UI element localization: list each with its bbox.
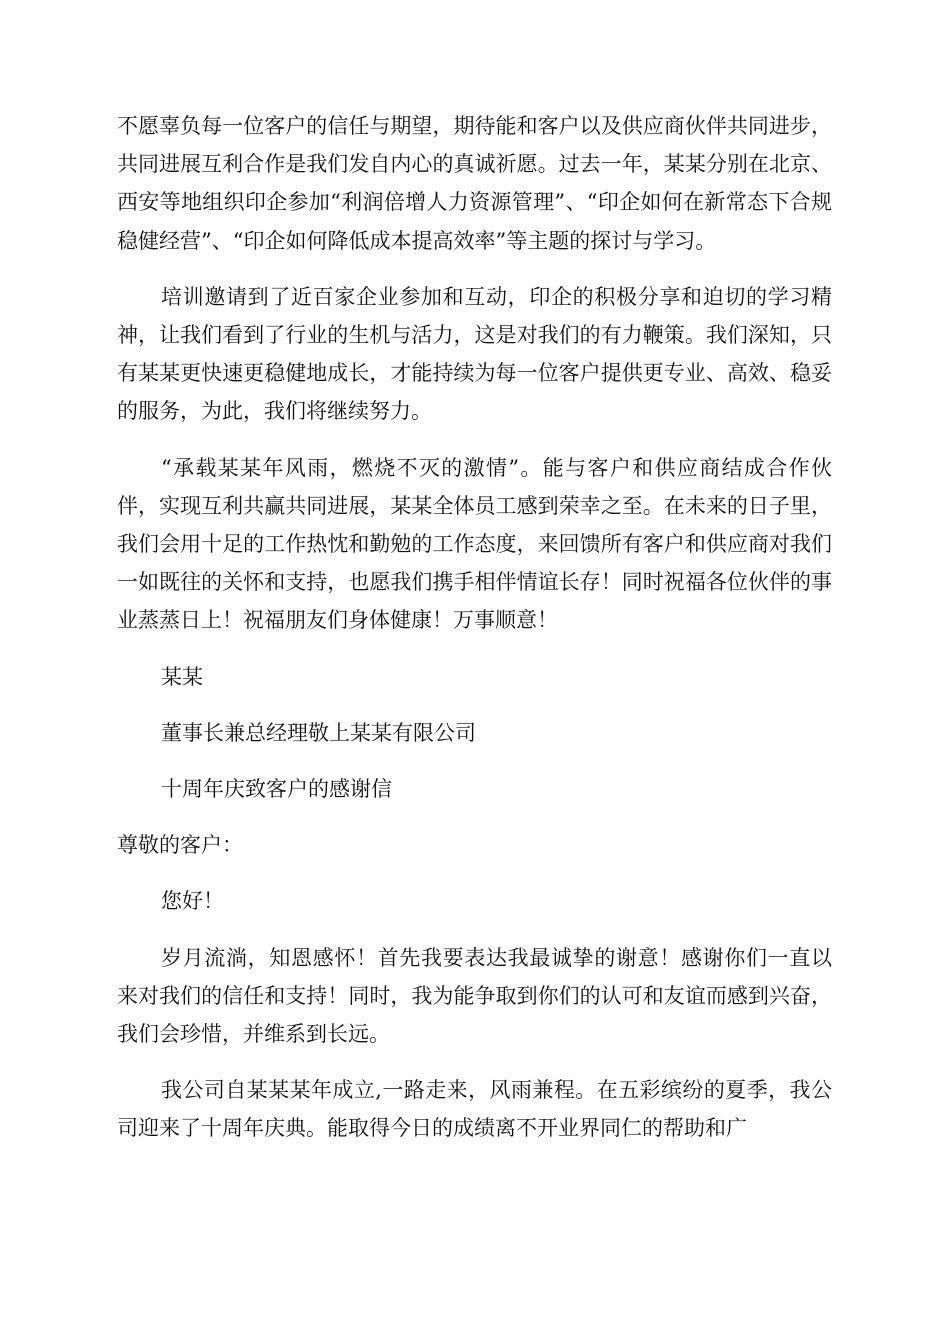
paragraph-thanks: 岁月流淌，知恩感怀！首先我要表达我最诚挚的谢意！感谢你们一直以来对我们的信任和支持！同时，我为能争取到你们的认可和友谊而感到兴奋，我们会珍惜，并维系到长远。	[117, 945, 832, 1047]
signature-title: 董事长兼总经理敬上某某有限公司	[161, 720, 476, 745]
paragraph-partnership: “承载某某年风雨，燃烧不灭的激情”。能与客户和供应商结成合作伙伴，实现互利共赢共同进展，某某全体员工感到荣幸之至。在未来的日子里，我们会用十足的工作热忱和勤勉的工作态度，来回馈所有客户和供应商对我们一如既往的关怀和支持，也愿我们携手相伴情谊长存！同时祝福各位伙伴的事业蒸蒸日上！祝福朋友们身体健康！万事顺意！	[117, 455, 832, 633]
signature-name: 某某	[161, 664, 203, 689]
paragraph-training: 培训邀请到了近百家企业参加和互动，印企的积极分享和迫切的学习精神，让我们看到了行业的生机与活力，这是对我们的有力鞭策。我们深知，只有某某更快速更稳健地成长，才能持续为每一位客户提供更专业、高效、稳妥的服务，为此，我们将继续努力。	[117, 284, 832, 424]
salutation: 尊敬的客户：	[117, 833, 243, 858]
document-page	[117, 107, 832, 1166]
paragraph-anniversary: 我公司自某某某年成立,一路走来，风雨兼程。在五彩缤纷的夏季，我公司迎来了十周年庆典。能取得今日的成绩离不开业界同仁的帮助和广	[117, 1078, 832, 1141]
letter-title: 十周年庆致客户的感谢信	[161, 777, 392, 802]
paragraph-gratitude-intro: 不愿辜负每一位客户的信任与期望，期待能和客户以及供应商伙伴共同进步，共同进展互利合作是我们发自内心的真诚祈愿。过去一年，某某分别在北京、西安等地组织印企参加“利润倍增人力资源管理”、“印企如何在新常态下合规稳健经营”、“印企如何降低成本提高效率”等主题的探讨与学习。	[117, 114, 832, 253]
greeting: 您好！	[161, 889, 224, 914]
